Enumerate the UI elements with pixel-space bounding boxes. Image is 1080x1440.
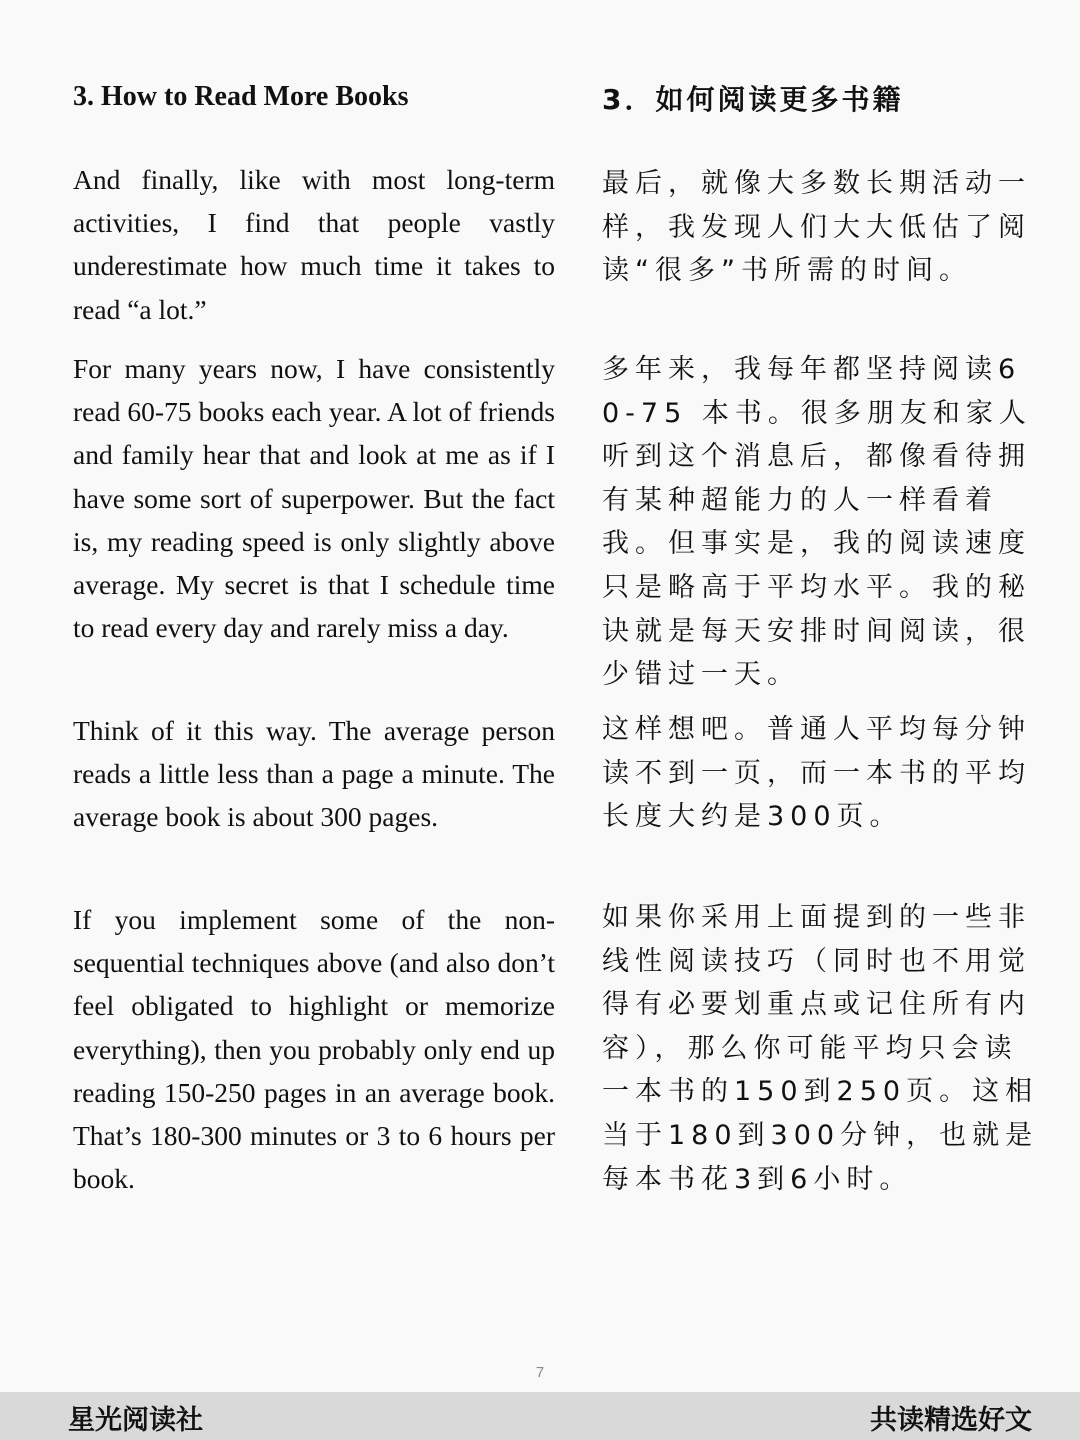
english-paragraph-4: If you implement some of the non-sequential techniques above (and also don’t feel obligated to highlight or memorize everything), then you probably only end up reading 150-250 pages in an average book. That’s 180-300 minutes or 3 to 6 hours per book. <box>73 904 555 1195</box>
footer-bar <box>0 1392 1080 1440</box>
english-paragraph-1: And finally, like with most long-term activities, I find that people vastly underestimate how much time it takes to read “a lot.” <box>73 164 555 325</box>
footer-right-label: 共读精选好文 <box>870 1405 1032 1436</box>
english-paragraph-2: For many years now, I have consistently read 60-75 books each year. A lot of friends and family hear that and look at me as if I have some sort of superpower. But the fact is, my reading speed is only slightly above average. My secret is that I schedule time to read every day and rarely miss a day. <box>73 353 555 644</box>
chinese-paragraph-1: 最后，就像大多数长期活动一样，我发现人们大大低估了阅读“很多”书所需的时间。 <box>602 168 1031 287</box>
chinese-paragraph-3: 这样想吧。普通人平均每分钟读不到一页，而一本书的平均长度大约是300页。 <box>602 714 1031 833</box>
footer-left-label: 星光阅读社 <box>68 1405 203 1436</box>
english-paragraph-3: Think of it this way. The average person reads a little less than a page a minute. The average book is about 300 pages. <box>73 715 555 833</box>
chinese-paragraph-4: 如果你采用上面提到的一些非线性阅读技巧（同时也不用觉得有必要划重点或记住所有内容），那么你可能平均只会读一本书的150到250页。这相当于180到300分钟，也就是每本书花3到6小时。 <box>602 902 1039 1195</box>
page-number: 7 <box>535 1364 545 1381</box>
chinese-heading: 3．如何阅读更多书籍 <box>602 83 904 116</box>
english-heading: 3. How to Read More Books <box>73 81 409 112</box>
chinese-paragraph-2: 多年来，我每年都坚持阅读60-75 本书。很多朋友和家人听到这个消息后，都像看待拥有某种超能力的人一样看着我。但事实是，我的阅读速度只是略高于平均水平。我的秘诀就是每天安排时间阅读，很少错过一天。 <box>602 354 1032 691</box>
